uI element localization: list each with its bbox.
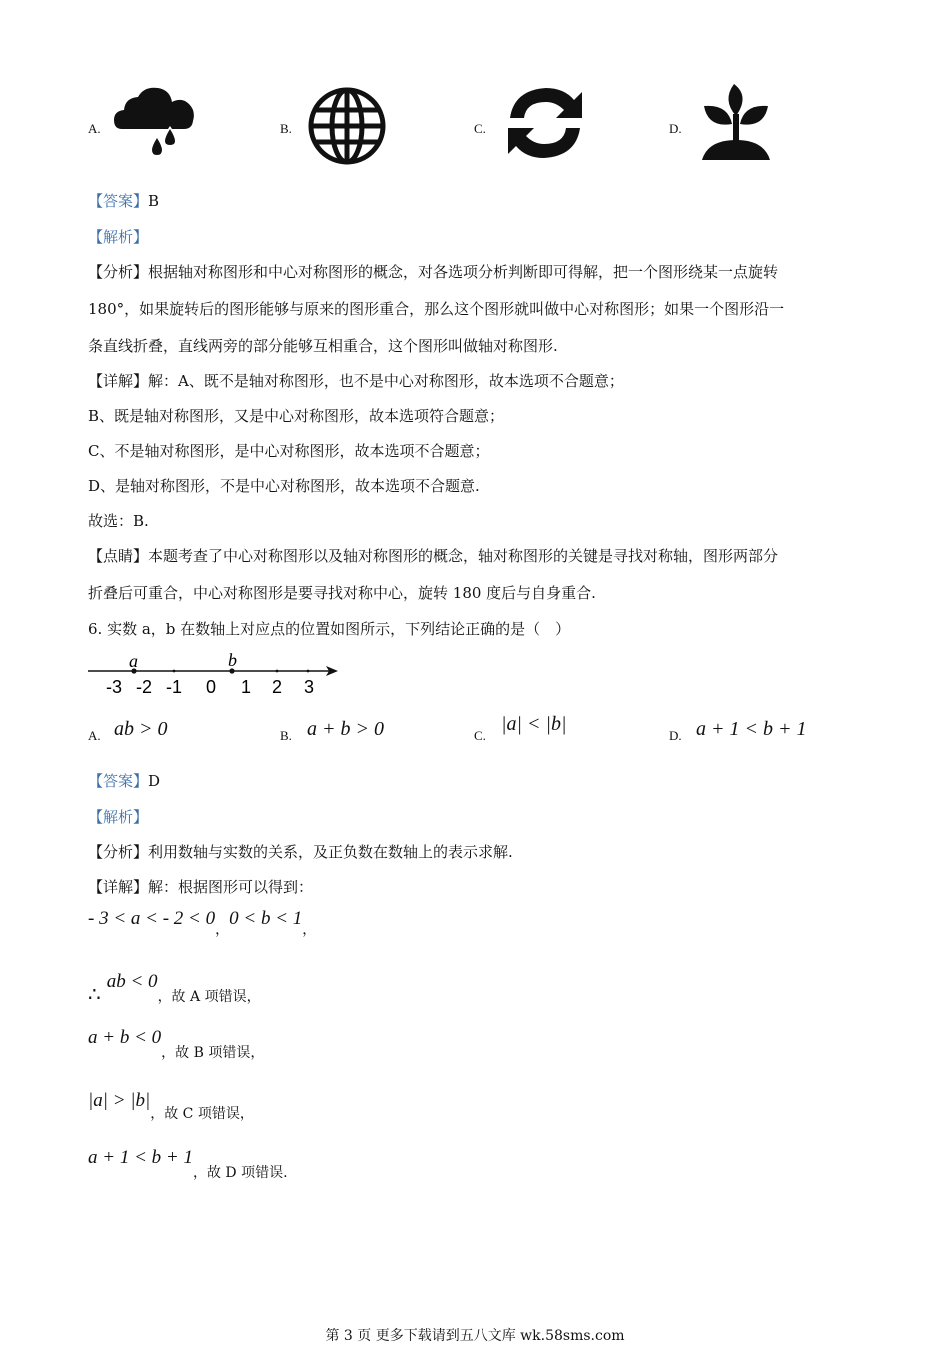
step2-text: ，故 A 项错误， [157, 989, 261, 1005]
step1-sep2: ， [302, 922, 317, 938]
q6-xiangjie-tag: 【详解】 [88, 878, 149, 896]
dianjing-tag: 【点睛】 [88, 547, 149, 565]
q6-answer-line [88, 771, 160, 791]
analysis-tag: 【解析】 [88, 228, 149, 246]
step2-line [88, 968, 261, 1006]
tick-label: 0 [206, 677, 217, 697]
step1-sep: ， [215, 922, 230, 938]
option-b-label: B. [280, 121, 292, 136]
step2-expr: ab < 0 [106, 971, 158, 992]
choose-line: 故选：B. [88, 512, 149, 530]
step1-expr2: 0 < b < 1 [229, 908, 303, 929]
answer-value: B [148, 192, 160, 210]
tick-label: 3 [304, 677, 315, 697]
q6-option-b-expr: a + b > 0 [307, 718, 384, 740]
therefore-symbol: ∴ [88, 984, 101, 1006]
xiangjie-line-c: C、不是轴对称图形，是中心对称图形，故本选项不合题意； [88, 442, 490, 460]
point-b-label: b [228, 650, 237, 670]
step1-expr1: - 3 < a < - 2 < 0 [88, 908, 216, 929]
option-c-label: C. [474, 121, 486, 136]
step3-line [88, 1027, 265, 1061]
step1-line [88, 908, 317, 938]
q6-option-d-label: D. [669, 728, 682, 743]
tick-label: -3 [106, 677, 123, 697]
step5-line [88, 1147, 288, 1181]
fenxi-text-1: 根据轴对称图形和中心对称图形的概念，对各选项分析判断即可得解，把一个图形绕某一点旋转 [148, 263, 779, 281]
tick-label: -2 [136, 677, 153, 697]
q6-option-b-label: B. [280, 728, 292, 743]
q6-option-c-expr: |a| < |b| [501, 713, 567, 735]
tick-label: 1 [241, 677, 252, 697]
step5-expr: a + 1 < b + 1 [88, 1147, 193, 1168]
step3-text: ，故 B 项错误， [161, 1045, 265, 1061]
option-d-label: D. [669, 121, 682, 136]
refresh-arrows-icon [498, 80, 592, 166]
q6-option-a-label: A. [88, 728, 101, 743]
q6-answer-tag: 【答案】 [88, 772, 149, 790]
answer-line [88, 191, 159, 211]
step4-expr: |a| > |b| [88, 1090, 151, 1111]
q6-option-a-expr: ab > 0 [114, 718, 168, 740]
xiangjie-line-d: D、是轴对称图形，不是中心对称图形，故本选项不合题意. [88, 477, 480, 495]
q6-answer-value: D [148, 772, 161, 790]
number-line [86, 650, 346, 700]
fenxi-tag: 【分析】 [88, 263, 149, 281]
tick-label: -1 [166, 677, 183, 697]
q6-xiangjie-line [88, 877, 313, 897]
option-a-label: A. [88, 121, 101, 136]
q6-fenxi-line [88, 842, 513, 862]
sprout-icon [698, 80, 774, 162]
q6-fenxi-text: 利用数轴与实数的关系，及正负数在数轴上的表示求解. [148, 843, 513, 861]
fenxi-line-1 [88, 262, 778, 282]
fenxi-line-3: 条直线折叠，直线两旁的部分能够互相重合，这个图形叫做轴对称图形. [88, 337, 558, 355]
tick-label: 2 [272, 677, 283, 697]
answer-tag: 【答案】 [88, 192, 149, 210]
xiangjie-tag: 【详解】 [88, 372, 149, 390]
globe-icon [306, 86, 388, 166]
xiangjie-line-1 [88, 371, 624, 391]
q6-fenxi-tag: 【分析】 [88, 843, 149, 861]
step5-text: ，故 D 项错误. [192, 1165, 288, 1181]
xiangjie-text-1: 解：A、既不是轴对称图形，也不是中心对称图形，故本选项不合题意； [148, 372, 624, 390]
fenxi-line-2: 180°，如果旋转后的图形能够与原来的图形重合，那么这个图形就叫做中心对称图形；如果一个图形沿一 [88, 300, 785, 318]
point-a-label: a [129, 651, 138, 671]
step4-text: ，故 C 项错误， [150, 1106, 254, 1122]
q6-option-c-label: C. [474, 728, 486, 743]
q6-xiangjie-text: 解：根据图形可以得到： [148, 878, 314, 896]
q6-option-d-expr: a + 1 < b + 1 [696, 718, 807, 740]
page-footer: 第 3 页 更多下载请到五八文库 wk.58sms.com [325, 1328, 625, 1344]
cloud-rain-icon [112, 84, 198, 160]
dianjing-line-1 [88, 546, 778, 566]
q6-analysis-tag: 【解析】 [88, 808, 149, 826]
step3-expr: a + b < 0 [88, 1027, 162, 1048]
q6-question: 6. 实数 a，b 在数轴上对应点的位置如图所示，下列结论正确的是（ ） [88, 620, 571, 638]
dianjing-text-1: 本题考查了中心对称图形以及轴对称图形的概念，轴对称图形的关键是寻找对称轴，图形两部分 [148, 547, 779, 565]
step4-line [88, 1090, 254, 1122]
xiangjie-line-b: B、既是轴对称图形，又是中心对称图形，故本选项符合题意； [88, 407, 505, 425]
dianjing-line-2: 折叠后可重合，中心对称图形是要寻找对称中心，旋转 180 度后与自身重合. [88, 584, 596, 602]
